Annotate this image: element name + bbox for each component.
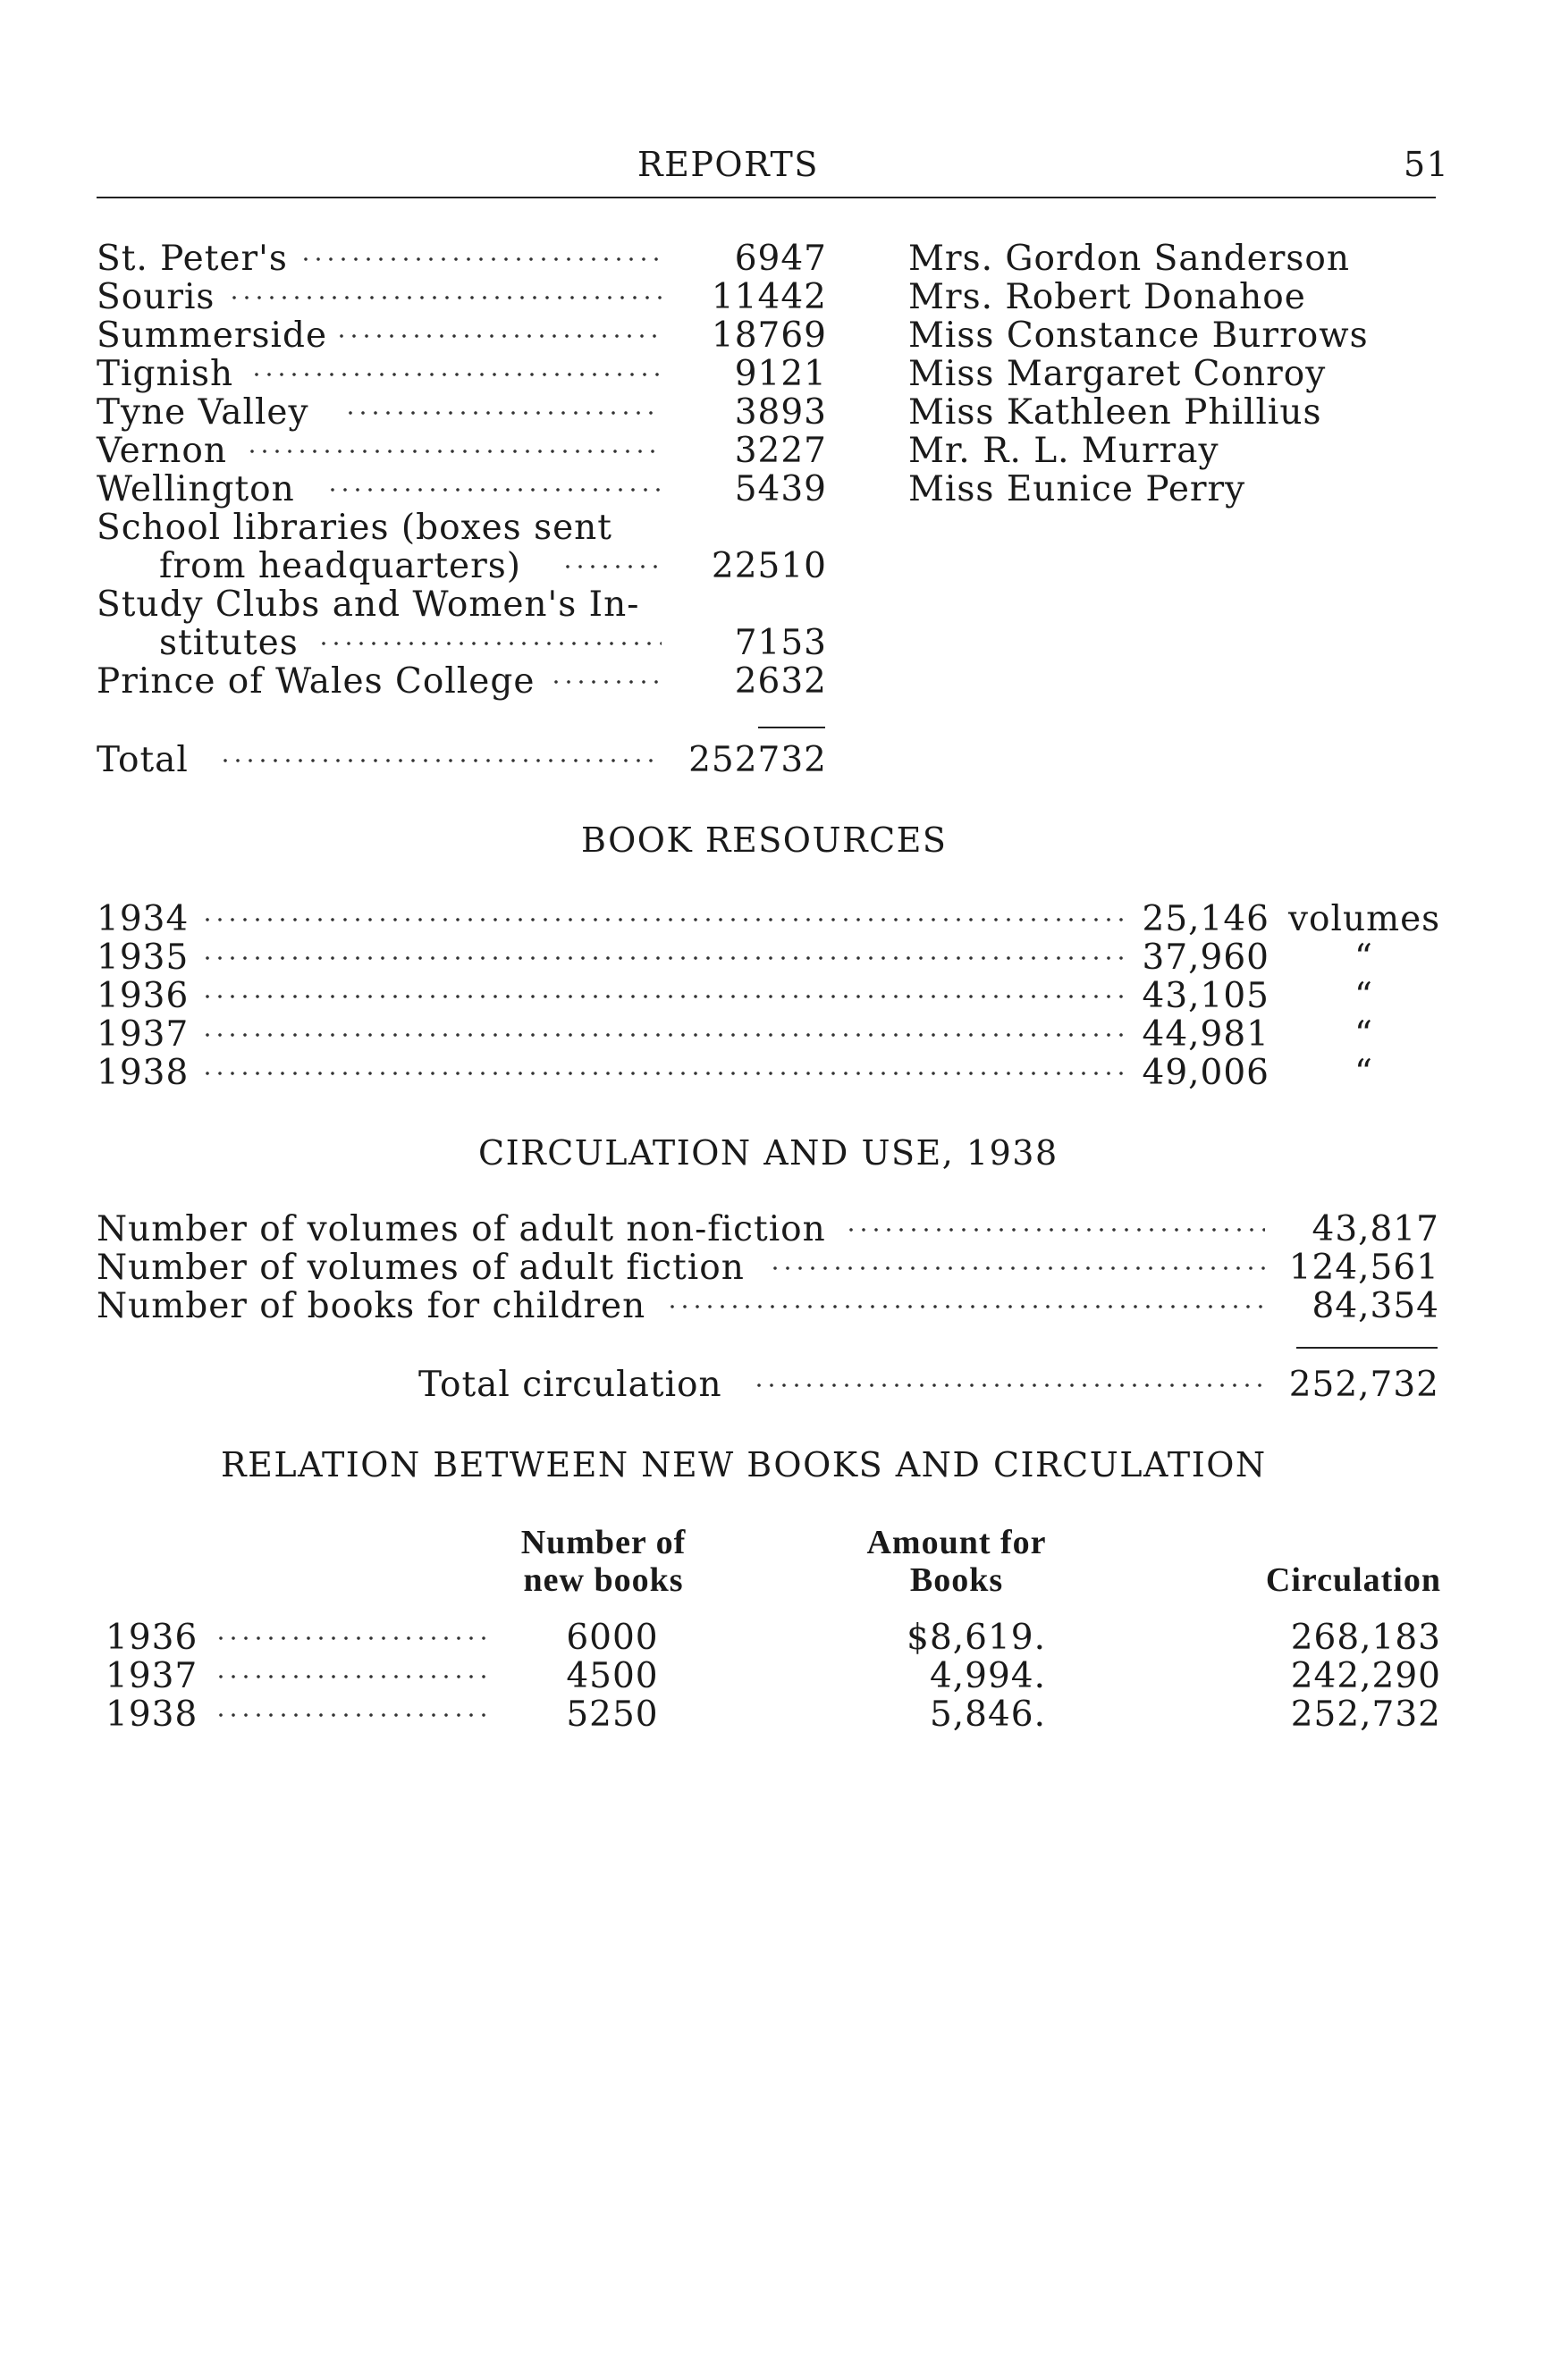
relation-circulation: 242,290 [1290,1656,1441,1696]
branch-librarian: Miss Constance Burrows [908,315,1369,356]
header-rule [97,197,1436,198]
relation-amount: 4,994. [929,1656,1046,1696]
resource-value: 25,146 [1142,899,1269,939]
circulation-value: 43,817 [1312,1209,1439,1249]
col-header-amount [840,1524,1073,1599]
relation-new-books: 6000 [566,1618,659,1658]
dot-leader [326,470,662,509]
dot-leader [219,741,662,780]
branch-name: Summerside [97,315,328,356]
branch-name: Wellington [97,469,295,509]
ditto-mark: “ [1354,1053,1373,1093]
circulation-value: 124,561 [1288,1248,1439,1288]
dot-leader [228,278,662,317]
relation-amount: $8,619. [907,1618,1046,1658]
resource-value: 37,960 [1142,938,1269,978]
circulation-label: Number of volumes of adult non-fiction [97,1209,826,1249]
resource-year: 1936 [97,976,190,1016]
dot-leader [201,977,1126,1016]
dot-leader [753,1366,1265,1405]
relation-year: 1937 [105,1656,198,1696]
resource-unit: volumes [1288,899,1441,939]
resource-year: 1935 [97,938,190,978]
dot-leader [317,624,662,663]
dot-leader [299,240,662,279]
col-header-line: Books [909,1561,1004,1599]
school-libraries-line1: School libraries (boxes sent [97,508,612,548]
circulation-label: Number of books for children [97,1286,646,1326]
total-circulation-label: Total circulation [418,1365,722,1405]
resource-year: 1938 [97,1053,190,1093]
study-clubs-count: 7153 [734,623,827,663]
branch-librarian: Miss Eunice Perry [908,469,1246,509]
page-number: 51 [1404,145,1450,184]
relation-year: 1936 [105,1618,198,1658]
resource-value: 43,105 [1142,976,1269,1016]
branch-name: Tyne Valley [97,392,309,433]
dot-leader [250,355,662,394]
branch-librarian: Mrs. Gordon Sanderson [908,239,1351,279]
relation-new-books: 4500 [566,1656,659,1696]
branch-count: 3227 [734,431,827,471]
ditto-mark: “ [1354,938,1373,978]
running-header: REPORTS [637,145,819,184]
col-header-line: Number of [520,1524,687,1561]
branch-librarian: Miss Margaret Conroy [908,354,1327,394]
branch-count: 5439 [734,469,827,509]
dot-leader [666,1287,1265,1326]
branch-count: 9121 [734,354,827,394]
col-header-line: Amount for [866,1524,1047,1561]
book-resources-heading: BOOK RESOURCES [581,820,948,860]
branch-name: St. Peter's [97,239,288,279]
ditto-mark: “ [1354,976,1373,1016]
branch-librarian: Mr. R. L. Murray [908,431,1219,471]
dot-leader [344,393,662,433]
col-header-line: new books [523,1561,684,1599]
branch-name: Tignish [97,354,234,394]
total-circulation-value: 252,732 [1288,1365,1439,1405]
circulation-label: Number of volumes of adult fiction [97,1248,745,1288]
sum-rule [1296,1347,1438,1349]
branch-count: 3893 [734,392,827,433]
dot-leader [215,1695,492,1735]
dot-leader [215,1619,492,1658]
branch-librarian: Mrs. Robert Donahoe [908,277,1306,317]
total-count: 252732 [688,740,827,780]
branch-count: 6947 [734,239,827,279]
circulation-heading: CIRCULATION AND USE, 1938 [478,1133,1059,1173]
relation-circulation: 252,732 [1290,1695,1441,1735]
study-clubs-line2: stitutes [159,623,299,663]
branch-name: Souris [97,277,215,317]
branch-count: 18769 [711,315,827,356]
dot-leader [246,432,662,471]
dot-leader [215,1657,492,1696]
study-clubs-line1: Study Clubs and Women's In- [97,584,640,625]
relation-amount: 5,846. [929,1695,1046,1735]
dot-leader [561,547,662,586]
resource-value: 44,981 [1142,1014,1269,1055]
school-libraries-line2: from headquarters) [159,546,521,586]
college-name: Prince of Wales College [97,661,536,702]
dot-leader [335,316,662,356]
school-libraries-count: 22510 [711,546,827,586]
college-count: 2632 [734,661,827,702]
dot-leader [201,1054,1126,1093]
col-header-new-books [492,1524,715,1599]
ditto-mark: “ [1354,1014,1373,1055]
resource-value: 49,006 [1142,1053,1269,1093]
col-header-circulation: Circulation [1265,1561,1441,1599]
resource-year: 1934 [97,899,190,939]
resource-year: 1937 [97,1014,190,1055]
relation-year: 1938 [105,1695,198,1735]
sum-rule [758,727,825,728]
branch-librarian: Miss Kathleen Phillius [908,392,1322,433]
dot-leader [201,900,1126,939]
dot-leader [201,938,1126,978]
dot-leader [550,662,662,702]
relation-new-books: 5250 [566,1695,659,1735]
relation-heading: RELATION BETWEEN NEW BOOKS AND CIRCULATION [221,1445,1267,1484]
branch-count: 11442 [711,277,827,317]
relation-circulation: 268,183 [1290,1618,1441,1658]
dot-leader [201,1015,1126,1055]
dot-leader [845,1210,1265,1249]
circulation-value: 84,354 [1312,1286,1439,1326]
branch-name: Vernon [97,431,228,471]
total-label: Total [97,740,189,780]
dot-leader [769,1249,1265,1288]
